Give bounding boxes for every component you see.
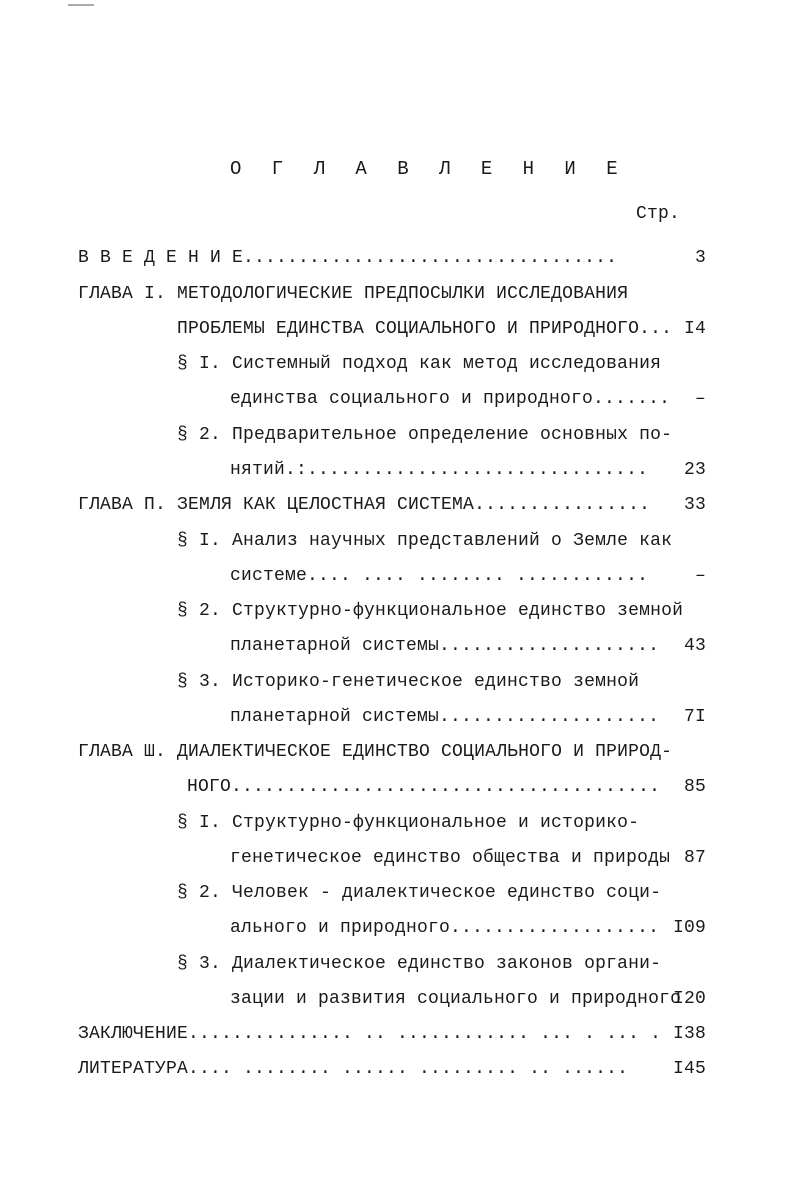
toc-entry-page: I45 xyxy=(672,1059,706,1079)
page-column-label: Стр. xyxy=(636,204,681,224)
toc-entry-page: I09 xyxy=(672,918,706,938)
toc-entry-text: ГЛАВА П. ЗЕМЛЯ КАК ЦЕЛОСТНАЯ СИСТЕМА................ xyxy=(78,495,651,515)
toc-entry-text-cont: зации и развития социального и природного xyxy=(230,989,682,1009)
toc-entry-page: I20 xyxy=(672,989,706,1009)
toc-entry-text: § I. Системный подход как метод исследования xyxy=(177,354,662,374)
toc-entry-text: ЛИТЕРАТУРА.... ........ ...... ......... .. ...... xyxy=(78,1059,629,1079)
toc-entry-page: 87 xyxy=(683,848,706,868)
toc-entry-page: I4 xyxy=(683,319,706,339)
toc-entry-page: 85 xyxy=(683,777,706,797)
toc-entry-text: ЗАКЛЮЧЕНИЕ............... .. ............ ... . ... . xyxy=(78,1024,662,1044)
toc-entry-text: § I. Анализ научных представлений о Земле как xyxy=(177,531,673,551)
toc-entry-text-cont: единства социального и природного....... xyxy=(230,389,671,409)
toc-entry-text: ГЛАВА I. МЕТОДОЛОГИЧЕСКИЕ ПРЕДПОСЫЛКИ ИССЛЕДОВАНИЯ xyxy=(78,284,629,304)
toc-entry-text: § 3. Историко-генетическое единство земной xyxy=(177,672,640,692)
toc-entry-text: § 3. Диалектическое единство законов органи- xyxy=(177,954,662,974)
toc-entry-text: § 2. Структурно-функциональное единство земной xyxy=(177,601,684,621)
toc-entry-text: § 2. Предварительное определение основных по- xyxy=(177,425,673,445)
toc-entry-text-cont: ПРОБЛЕМЫ ЕДИНСТВА СОЦИАЛЬНОГО И ПРИРОДНОГО... xyxy=(177,319,673,339)
toc-entry-text: § I. Структурно-функциональное и историко- xyxy=(177,813,640,833)
page-title: О Г Л А В Л Е Н И Е xyxy=(230,158,628,180)
toc-entry-text-cont: НОГО....................................... xyxy=(187,777,661,797)
toc-entry-text: В В Е Д Е Н И Е.................................. xyxy=(78,248,618,268)
toc-entry-text-cont: планетарной системы.................... xyxy=(230,636,660,656)
toc-entry-page: 23 xyxy=(683,460,706,480)
toc-entry-page: – xyxy=(694,389,706,409)
toc-entry-page: – xyxy=(694,566,706,586)
toc-entry-page: 3 xyxy=(694,248,706,268)
toc-entry-page: 7I xyxy=(683,707,706,727)
toc-entry-page: 33 xyxy=(683,495,706,515)
toc-entry-text-cont: планетарной системы.................... xyxy=(230,707,660,727)
toc-entry-page: 43 xyxy=(683,636,706,656)
toc-entry-text-cont: нятий.:............................... xyxy=(230,460,649,480)
toc-entry-text-cont: ального и природного................... xyxy=(230,918,660,938)
toc-entry-text: § 2. Человек - диалектическое единство соци- xyxy=(177,883,662,903)
scan-artifact xyxy=(68,0,94,6)
toc-entry-text: ГЛАВА Ш. ДИАЛЕКТИЧЕСКОЕ ЕДИНСТВО СОЦИАЛЬНОГО И ПРИРОД- xyxy=(78,742,673,762)
toc-entry-text-cont: генетическое единство общества и природы xyxy=(230,848,671,868)
toc-entry-text-cont: системе.... .... ........ ............ xyxy=(230,566,649,586)
toc-entry-page: I38 xyxy=(672,1024,706,1044)
